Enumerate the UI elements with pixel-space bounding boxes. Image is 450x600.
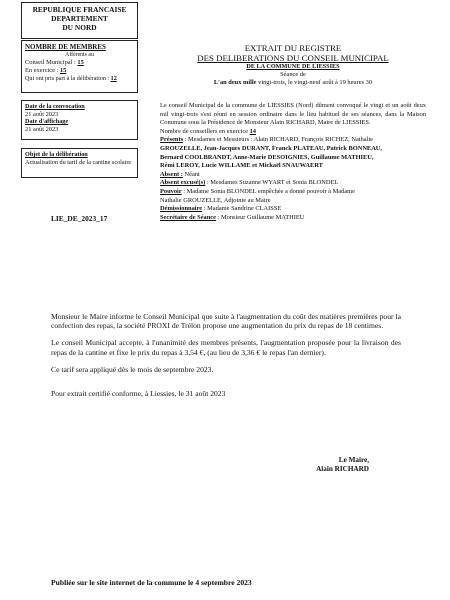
presents-line1: : Mesdames et Messieurs : Alain RICHARD, François RICHEZ, Nathalie bbox=[183, 136, 373, 144]
mayor-signature bbox=[289, 456, 369, 473]
excuses-label: Absent excusé(s) bbox=[160, 179, 206, 187]
presents-line2: GROUZELLE, Jean-Jacques DURANT, Franck PLATEAU, Patrick BONNEAU, bbox=[160, 144, 383, 152]
convocation-value: 21 août 2023 bbox=[25, 110, 59, 118]
dates-box bbox=[21, 100, 138, 140]
pouvoir-label: Pouvoir bbox=[160, 187, 182, 195]
absent-label: Absent : bbox=[160, 170, 183, 178]
counsellor-count-label: Nombre de conseillers en exercice bbox=[160, 127, 250, 135]
demission-value: : Madame Sandrine CLAISSE bbox=[202, 205, 282, 213]
presents-block bbox=[160, 136, 426, 170]
demission-label: Démissionnaire bbox=[160, 205, 203, 213]
members-box bbox=[21, 40, 138, 93]
conseil-value: 15 bbox=[77, 58, 84, 66]
demission-line bbox=[160, 205, 426, 214]
pouvoir-block bbox=[160, 188, 426, 205]
secretaire-value: : Monsieur Guillaume MATHIEU bbox=[215, 213, 305, 221]
deliberation-reference: LIE_DE_2023_17 bbox=[51, 214, 108, 223]
affichage-label: Date d'affichage bbox=[25, 118, 69, 126]
seance-label: Séance de bbox=[280, 70, 306, 78]
absent-value: Néant bbox=[182, 170, 200, 178]
exercice-value: 15 bbox=[59, 66, 67, 74]
paragraph-increase: Monsieur le Maire informe le Conseil Municipal que suite à l'augmentation du coût des matières premières pour la confection des repas, la société PROXI de Trélon propose une augmentation du prix du repas de 18 centimes. bbox=[51, 312, 401, 331]
north-label: DU NORD bbox=[62, 23, 97, 32]
conseil-count bbox=[25, 59, 134, 67]
paragraph-acceptance: Le conseil Municipal accepte, à l'unanimité des membres présents, l'augmentation proposée pour la livraison des repas de la cantine et fixe le prix du repas à 3,54 €, (au lieu de 3,36 € le repas l'an dernier). bbox=[51, 338, 401, 357]
convocation-label: Date de la convocation bbox=[25, 103, 85, 110]
conseil-label: Conseil Municipal : bbox=[25, 58, 78, 66]
excuses-line bbox=[160, 179, 426, 188]
department-label: DEPARTEMENT bbox=[51, 14, 108, 23]
deliberation-value: 12 bbox=[110, 76, 117, 83]
publication-note: Publiée sur le site internet de la commune le 4 septembre 2023 bbox=[51, 578, 252, 587]
object-box bbox=[21, 148, 138, 178]
excuses-value: : Mesdames Suzanne WYART et Sonia BLONDEL bbox=[205, 179, 339, 187]
exercice-label: En exercice : bbox=[25, 66, 60, 74]
pouvoir-line2: Nathalie GROUZELLE, Adjointe au Maire bbox=[160, 196, 271, 204]
affichage-value: 21 août 2023 bbox=[25, 125, 59, 133]
register-title-line1: EXTRAIT DU REGISTRE bbox=[244, 43, 342, 53]
register-title-line2: DES DELIBERATIONS DU CONSEIL MUNICIPAL bbox=[197, 52, 389, 63]
presents-line3: Bernard COOLBRANDT, Anne-Marie DESOIGNIES, Guillaume MATHIEU, bbox=[160, 153, 374, 161]
mayor-name: Alain RICHARD bbox=[316, 464, 369, 473]
paragraph-certification: Pour extrait certifié conforme, à Liessies, le 31 août 2023 bbox=[51, 389, 226, 399]
absent-line bbox=[160, 171, 426, 180]
exercice-count bbox=[25, 67, 134, 75]
pouvoir-line1: : Madame Sonia BLONDEL empêchée a donné pouvoir à Madame bbox=[181, 187, 355, 195]
register-title-line3: DE LA COMMUNE DE LIESSIES bbox=[246, 63, 340, 71]
afferents-label: Afférents au bbox=[65, 51, 94, 58]
deliberation-label: Qui ont pris part à la délibération : bbox=[25, 76, 111, 83]
header-box bbox=[21, 2, 138, 39]
members-title: NOMBRE DE MEMBRES bbox=[25, 43, 106, 51]
seance-date-rest: vingt-trois, le vingt-neuf août à 19 heures 30 bbox=[256, 78, 373, 86]
republic-label: REPUBLIQUE FRANCAISE bbox=[32, 5, 127, 14]
object-text: Actualisation du tarif de la cantine scolaire bbox=[25, 158, 132, 166]
secretaire-label: Secrétaire de Séance bbox=[160, 213, 216, 221]
seance-date bbox=[160, 79, 426, 87]
counsellor-count bbox=[160, 128, 426, 137]
secretaire-line bbox=[160, 214, 426, 223]
deliberation-body bbox=[51, 312, 401, 398]
presents-line4: Rémi LEROY, Lucie WILLAME et Mickaël SNAUWAERT bbox=[160, 162, 323, 170]
session-intro: Le conseil Municipal de la commune de LIESSIES (Nord) dûment convoqué le vingt et un août deux mil vingt-trois s'est réuni en session ordinaire dans le lieu habituel de ses séances, dans la Maison Commune sous la Présidence de Monsieur Alain RICHARD, Maire de LIESSIES. bbox=[160, 102, 426, 127]
paragraph-application: Ce tarif sera appliqué dès le mois de septembre 2023. bbox=[51, 364, 214, 374]
session-details bbox=[160, 102, 426, 222]
seance-date-bold: L'an deux mille bbox=[213, 78, 257, 86]
deliberation-count bbox=[25, 75, 134, 83]
presents-label: Présents bbox=[160, 136, 184, 144]
object-label: Objet de la délibération bbox=[25, 151, 88, 158]
counsellor-count-value: 14 bbox=[249, 127, 256, 135]
mayor-title: Le Maire, bbox=[338, 456, 369, 464]
register-title bbox=[160, 44, 426, 86]
